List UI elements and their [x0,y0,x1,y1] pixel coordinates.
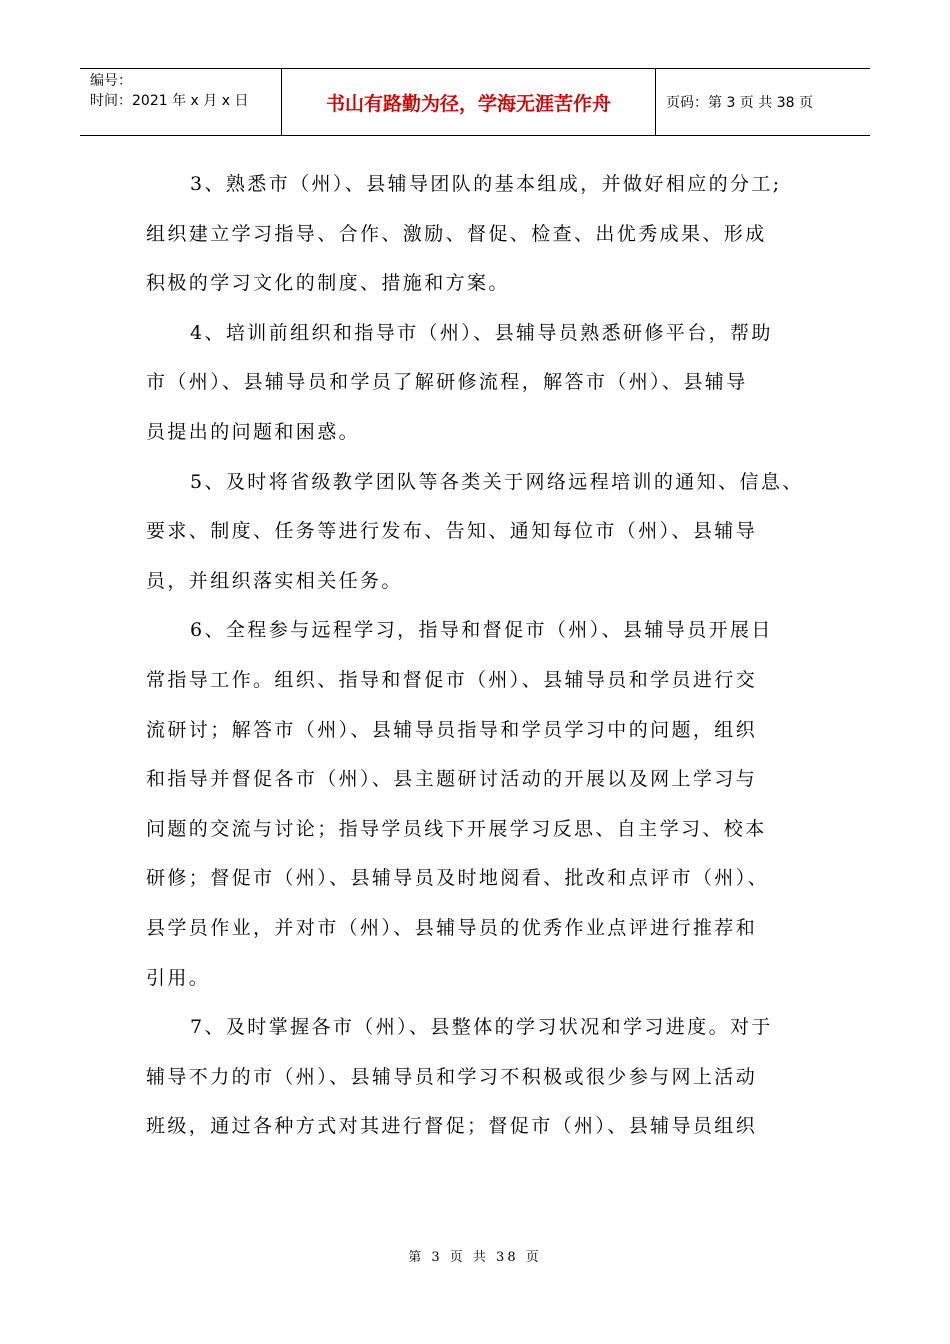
paragraph-line: 组织建立学习指导、合作、激励、督促、检查、出优秀成果、形成 [146,222,767,245]
paragraph-line: 5、及时将省级教学团队等各类关于网络远程培训的通知、信息、 [190,470,804,493]
paragraph-line: 员，并组织落实相关任务。 [146,569,403,592]
paragraph-line: 流研讨；解答市（州）、县辅导员指导和学员学习中的问题，组织 [146,718,758,741]
paragraph-line: 员提出的问题和困惑。 [146,420,361,443]
paragraph [146,458,816,607]
paragraph [146,606,816,1003]
paragraph-line: 县学员作业，并对市（州）、县辅导员的优秀作业点评进行推荐和 [146,916,758,939]
time-label: 时间：2021 年 x 月 x 日 [90,93,249,109]
motto-text: 书山有路勤为径，学海无涯苦作舟 [325,92,611,115]
paragraph-line: 问题的交流与讨论；指导学员线下开展学习反思、自主学习、校本 [146,817,767,840]
paragraph-line: 常指导工作。组织、指导和督促市（州）、县辅导员和学员进行交 [146,668,758,691]
paragraph-line: 3、熟悉市（州）、县辅导团队的基本组成，并做好相应的分工; [190,173,782,195]
paragraph-line: 和指导并督促各市（州）、县主题研讨活动的开展以及网上学习与 [146,768,758,791]
paragraph-line: 4、培训前组织和指导市（州）、县辅导员熟悉研修平台，帮助 [190,321,773,344]
paragraph-line: 6、全程参与远程学习，指导和督促市（州）、县辅导员开展日 [190,619,773,642]
paragraph [146,160,816,309]
paragraph-line: 要求、制度、任务等进行发布、告知、通知每位市（州）、县辅导 [146,520,758,543]
header-motto-cell [282,69,656,135]
paragraph-line: 辅导不力的市（州）、县辅导员和学习不积极或很少参与网上活动 [146,1065,758,1088]
paragraph [146,309,816,458]
paragraph-line: 引用。 [146,966,211,989]
paragraph [146,1003,816,1152]
paragraph-line: 市（州）、县辅导员和学员了解研修流程，解答市（州）、县辅导 [146,371,748,394]
page-footer: 第 3 页 共 38 页 [408,1250,542,1265]
document-body [146,160,816,1152]
paragraph-line: 7、及时掌握各市（州）、县整体的学习状况和学习进度。对于 [190,1016,773,1039]
header-page-cell [656,69,870,135]
paragraph-line: 积极的学习文化的制度、措施和方案。 [146,272,510,295]
paragraph-line: 研修；督促市（州）、县辅导员及时地阅看、批改和点评市（州）、 [146,867,770,890]
header-meta-cell [80,69,282,135]
paragraph-line: 班级，通过各种方式对其进行督促；督促市（州）、县辅导员组织 [146,1115,758,1138]
page-info: 页码：第 3 页 共 38 页 [666,95,813,111]
document-header [80,68,870,136]
number-label: 编号： [90,73,132,89]
